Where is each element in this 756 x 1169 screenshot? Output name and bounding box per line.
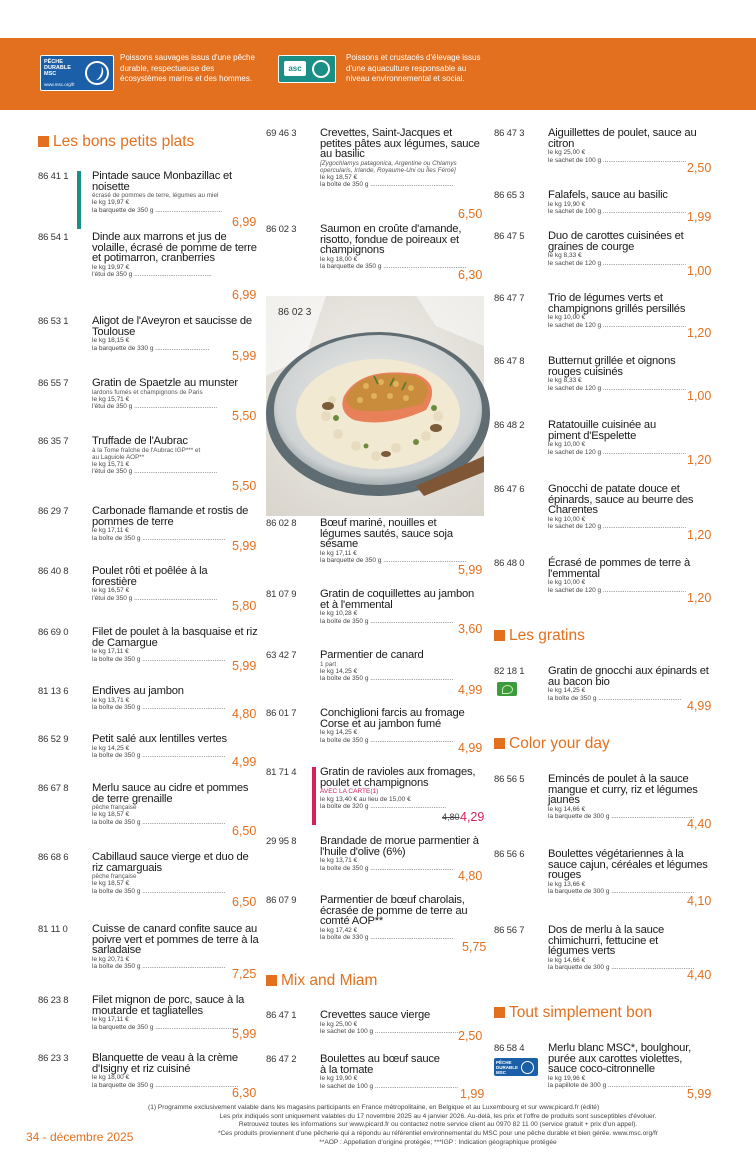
product-price: 1,20 bbox=[687, 528, 712, 542]
product-price: 5,99 bbox=[232, 349, 257, 363]
product-price: 4,40 bbox=[687, 968, 712, 982]
product-name: Brandade de morue parmentier à l'huile d'olive (6%) bbox=[320, 835, 479, 858]
product-name: Dinde aux marrons et jus de volaille, écrasé de pomme de terre et potimarron, cranberries bbox=[92, 231, 257, 264]
product-code: 86 47 2 bbox=[266, 1054, 297, 1065]
fish-icon bbox=[85, 61, 109, 85]
price-per-kg: le kg 20,71 € bbox=[92, 955, 130, 963]
price-per-kg: le kg 17,11 € bbox=[92, 648, 129, 655]
product-photo bbox=[266, 296, 484, 516]
section-title-text: Tout simplement bon bbox=[509, 1004, 653, 1021]
product-price: 2,50 bbox=[687, 161, 712, 175]
product-price: 5,99 bbox=[232, 659, 257, 673]
product-unit: la boîte de 350 g .............................................. bbox=[92, 963, 226, 970]
product-name: Falafels, sauce au basilic bbox=[548, 189, 668, 201]
product-description: écrasé de pommes de terre, légumes au miel bbox=[92, 192, 219, 199]
msc-label-text: PÊCHE DURABLE MSC bbox=[496, 1060, 518, 1075]
price-per-kg: le kg 14,25 € bbox=[548, 687, 586, 694]
product-unit: la barquette de 350 g .............................................. bbox=[320, 557, 467, 564]
product-name: Parmentier de canard bbox=[320, 649, 424, 661]
product-name: Aligot de l'Aveyron et saucisse de Toulouse bbox=[92, 315, 252, 338]
product-name: Cabillaud sauce vierge et duo de riz camarguais bbox=[92, 851, 249, 874]
product-unit: la barquette de 300 g .............................................. bbox=[548, 813, 695, 820]
section-square-icon bbox=[38, 136, 49, 147]
product-name: Pintade sauce Monbazillac et noisette bbox=[92, 170, 232, 193]
msc-logo-url: www.msc.org/fr bbox=[44, 82, 75, 87]
product-price: 4,29 bbox=[460, 810, 485, 824]
organic-leaf-icon bbox=[497, 682, 517, 696]
product-code: 86 56 6 bbox=[494, 849, 525, 860]
product-code: 86 67 8 bbox=[38, 783, 69, 794]
msc-color-bar bbox=[77, 171, 81, 229]
product-name: Emincés de poulet à la sauce mangue et curry, riz et légumes jaunes bbox=[548, 773, 698, 806]
product-unit: le sachet de 100 g .............................................. bbox=[320, 1082, 459, 1090]
product-price: 5,99 bbox=[687, 1087, 712, 1101]
price-per-kg: le kg 19,90 € bbox=[548, 200, 586, 208]
product-unit: la boîte de 350 g .............................................. bbox=[92, 818, 226, 826]
product-name: Bœuf mariné, nouilles et légumes sautés, sauce soja sésame bbox=[320, 517, 453, 550]
product-price: 4,80 bbox=[232, 707, 257, 721]
product-price: 5,50 bbox=[232, 409, 257, 423]
price-per-kg: le kg 19,97 € bbox=[92, 199, 130, 207]
price-per-kg: le kg 10,00 € bbox=[548, 515, 586, 523]
product-price: 1,20 bbox=[687, 453, 712, 467]
product-code: 81 11 0 bbox=[38, 924, 68, 935]
product-unit: le sachet de 120 g .............................................. bbox=[548, 384, 687, 392]
product-price: 6,50 bbox=[232, 824, 257, 838]
product-name: Filet mignon de porc, sauce à la moutarde et tagliatelles bbox=[92, 994, 245, 1017]
product-name: Gnocchi de patate douce et épinards, sauce au beurre des Charentes bbox=[548, 483, 694, 516]
price-per-kg: le kg 18,15 € bbox=[92, 337, 130, 344]
product-code: 86 29 7 bbox=[38, 506, 69, 517]
price-per-kg: le kg 18,57 € bbox=[92, 811, 130, 819]
product-price: 6,50 bbox=[458, 207, 483, 221]
section-square-icon bbox=[266, 975, 277, 986]
product-unit: la boîte de 350 g .............................................. bbox=[92, 534, 226, 542]
product-code: 86 56 7 bbox=[494, 925, 525, 936]
product-unit: la boîte de 350 g .............................................. bbox=[548, 694, 682, 702]
product-price: 4,99 bbox=[232, 755, 257, 769]
product-unit: la boîte de 320 g .......................................... bbox=[320, 803, 447, 810]
product-code: 29 95 8 bbox=[266, 836, 297, 847]
product-name: Truffade de l'Aubrac bbox=[92, 435, 188, 447]
product-price: 1,20 bbox=[687, 326, 712, 340]
product-unit: la boîte de 350 g .............................................. bbox=[320, 617, 454, 625]
price-per-kg: le kg 18,00 € bbox=[320, 255, 358, 263]
price-per-kg: le kg 8,33 € bbox=[548, 377, 582, 384]
product-price: 5,99 bbox=[232, 539, 257, 553]
product-price: 4,10 bbox=[687, 894, 712, 908]
product-code: 86 47 3 bbox=[494, 128, 525, 139]
section-title-gratins bbox=[494, 627, 585, 645]
price-per-kg: le kg 25,00 € bbox=[320, 1020, 358, 1028]
product-name: Merlu sauce au cidre et pommes de terre grenaille bbox=[92, 782, 249, 805]
product-unit: le sachet de 120 g .............................................. bbox=[548, 586, 687, 594]
product-code: 86 68 6 bbox=[38, 852, 69, 863]
product-price: 5,50 bbox=[232, 479, 257, 493]
product-code: 81 07 9 bbox=[266, 589, 297, 600]
old-price: 4,80 bbox=[442, 812, 460, 822]
product-name: Carbonade flamande et rostis de pommes de terre bbox=[92, 505, 249, 528]
product-description: à la Tome fraîche de l'Aubrac IGP*** et au Laguiole AOP** bbox=[92, 446, 201, 461]
price-per-kg: le kg 17,11 € bbox=[92, 1016, 129, 1023]
price-per-kg: le kg 14,25 € bbox=[320, 729, 358, 736]
product-unit: la barquette de 350 g ..................................... bbox=[92, 206, 223, 214]
product-unit: la barquette de 300 g .............................................. bbox=[548, 888, 695, 895]
promo-color-bar bbox=[312, 767, 316, 825]
section-square-icon bbox=[494, 1007, 505, 1018]
product-description: pêche française bbox=[92, 873, 137, 880]
section-title-bons-petits-plats bbox=[38, 133, 194, 151]
product-unit: le sachet de 100 g .............................................. bbox=[320, 1028, 459, 1035]
fish-icon bbox=[312, 60, 330, 78]
price-per-kg: le kg 15,71 € bbox=[92, 460, 130, 468]
price-per-kg: le kg 17,11 € bbox=[92, 527, 129, 534]
footer-line: *Ces produits proviennent d'une pêcherie qui a répondu au référentiel environnemental du MSC pour une pêche durable et bien gérée. www.msc.org/fr bbox=[217, 1130, 658, 1138]
product-name: Gratin de gnocchi aux épinards et au bacon bio bbox=[548, 665, 709, 688]
product-price: 2,50 bbox=[458, 1029, 483, 1043]
product-name: Dos de merlu à la sauce chimichurri, fettucine et légumes verts bbox=[548, 924, 665, 957]
product-code: 86 47 8 bbox=[494, 356, 525, 367]
product-name: Gratin de ravioles aux fromages, poulet et champignons bbox=[320, 766, 476, 789]
product-unit: la boîte de 350 g .............................................. bbox=[320, 864, 454, 872]
price-per-kg: le kg 17,42 € bbox=[320, 926, 358, 934]
product-price: 7,25 bbox=[232, 967, 257, 981]
product-name: Gratin de coquillettes au jambon et à l'emmental bbox=[320, 588, 475, 611]
product-unit: la boîte de 350 g .............................................. bbox=[92, 752, 226, 759]
footer-line: **AOP : Appellation d'origine protégée; ***IGP : Indication géographique protégée bbox=[319, 1138, 557, 1146]
footer-line: (1) Programme exclusivement valable dans les magasins participants en France métropolitaine, en Belgique et au Luxembourg et sur www.picard.fr (édité) bbox=[148, 1104, 600, 1111]
product-price: 1,99 bbox=[460, 1087, 485, 1101]
price-per-kg: le kg 14,66 € bbox=[548, 805, 586, 813]
product-price: 4,80 bbox=[458, 869, 483, 883]
product-price: 5,80 bbox=[232, 599, 257, 613]
product-code: 86 01 7 bbox=[266, 708, 297, 719]
product-unit: la boîte de 330 g .............................................. bbox=[320, 934, 454, 941]
asc-description: Poissons et crustacés d'élevage issus d'une aquaculture responsable au niveau environnemental et social. bbox=[346, 53, 481, 83]
product-name: Cuisse de canard confite sauce au poivre vert et pommes de terre à la sarladaise bbox=[92, 923, 259, 956]
product-price: 1,99 bbox=[687, 210, 712, 224]
product-name: Trio de légumes verts et champignons grillés persillés bbox=[548, 292, 686, 315]
product-name: Écrasé de pommes de terre à l'emmental bbox=[548, 557, 690, 580]
asc-logo-text: asc bbox=[284, 61, 306, 76]
product-price: 3,60 bbox=[458, 622, 483, 636]
page-number: 34 - décembre 2025 bbox=[26, 1130, 134, 1144]
price-per-kg: le kg 8,33 € bbox=[548, 252, 582, 259]
price-per-kg: le kg 14,66 € bbox=[548, 956, 586, 964]
product-price: 6,30 bbox=[458, 268, 483, 282]
product-description: lardons fumés et champignons de Paris bbox=[92, 388, 203, 396]
product-price: 6,50 bbox=[232, 895, 257, 909]
salmon-dish-illustration bbox=[266, 296, 484, 516]
product-unit: le sachet de 100 g .............................................. bbox=[548, 208, 687, 215]
product-price: 4,40 bbox=[687, 817, 712, 831]
product-name: Butternut grillée et oignons rouges cuisinés bbox=[548, 355, 676, 378]
product-unit: la papillote de 300 g .............................................. bbox=[548, 1082, 692, 1089]
product-code: 86 47 6 bbox=[494, 484, 525, 495]
product-description: 1 part bbox=[320, 660, 337, 668]
section-square-icon bbox=[494, 738, 505, 749]
section-title-text: Mix and Miam bbox=[281, 972, 378, 989]
price-per-kg: le kg 18,57 € bbox=[92, 880, 130, 888]
price-per-kg: le kg 17,11 € bbox=[320, 549, 357, 557]
product-code: 81 71 4 bbox=[266, 767, 297, 778]
product-code: 86 02 3 bbox=[266, 224, 297, 235]
product-code: 86 54 1 bbox=[38, 232, 69, 243]
product-name: Parmentier de bœuf charolais, écrasée de pomme de terre au comté AOP** bbox=[320, 894, 468, 927]
price-per-kg: le kg 19,90 € bbox=[320, 1075, 358, 1082]
product-code: 86 48 0 bbox=[494, 558, 525, 569]
product-code: 86 58 4 bbox=[494, 1043, 525, 1054]
section-title-text: Color your day bbox=[509, 735, 610, 752]
product-price: 1,20 bbox=[687, 591, 712, 605]
product-name: Blanquette de veau à la crème d'Isigny et riz cuisiné bbox=[92, 1052, 238, 1075]
price-per-kg: le kg 14,25 € bbox=[92, 744, 130, 752]
price-per-kg: le kg 13,40 € au lieu de 15,00 € bbox=[320, 795, 411, 803]
product-code: 86 07 9 bbox=[266, 895, 297, 906]
product-price: 1,00 bbox=[687, 264, 712, 278]
price-per-kg: le kg 19,97 € bbox=[92, 263, 130, 271]
product-unit: la boîte de 350 g .............................................. bbox=[320, 736, 454, 744]
product-code: 86 23 8 bbox=[38, 995, 69, 1006]
product-price: 1,00 bbox=[687, 389, 712, 403]
footer-line: Les prix indiqués sont uniquement valables du 17 novembre 2025 au 4 janvier 2026. Au-delà, les prix et l'offre de produits sont susceptibles d'évoluer. bbox=[219, 1112, 657, 1120]
product-name: Ratatouille cuisinée au piment d'Espelette bbox=[548, 419, 656, 442]
msc-label-icon bbox=[494, 1058, 538, 1076]
price-per-kg: le kg 13,71 € bbox=[92, 696, 130, 704]
product-unit: la boîte de 350 g .............................................. bbox=[320, 675, 454, 683]
product-code: 86 52 9 bbox=[38, 734, 69, 745]
price-per-kg: le kg 18,57 € bbox=[320, 173, 358, 181]
product-unit: l'étui de 350 g .............................................. bbox=[92, 468, 218, 476]
product-unit: la boîte de 350 g .............................................. bbox=[320, 181, 454, 189]
product-price: 4,99 bbox=[458, 741, 483, 755]
product-name: Aiguillettes de poulet, sauce au citron bbox=[548, 127, 697, 150]
product-code: 86 48 2 bbox=[494, 420, 525, 431]
product-code: 86 02 8 bbox=[266, 518, 297, 529]
product-name: Duo de carottes cuisinées et graines de courge bbox=[548, 230, 684, 253]
product-name: Crevettes sauce vierge bbox=[320, 1009, 431, 1021]
product-code: 63 42 7 bbox=[266, 650, 297, 661]
product-price: 5,99 bbox=[458, 563, 483, 577]
promo-card-tag: AVEC LA CARTE(1) bbox=[320, 788, 379, 795]
product-unit: le sachet de 120 g .............................................. bbox=[548, 523, 687, 530]
product-code: 69 46 3 bbox=[266, 128, 297, 139]
price-per-kg: le kg 13,71 € bbox=[320, 857, 358, 864]
product-code: 86 56 5 bbox=[494, 774, 525, 785]
product-code: 86 35 7 bbox=[38, 436, 69, 447]
product-name: Boulettes végétariennes à la sauce cajun, céréales et légumes rouges bbox=[548, 848, 708, 881]
product-unit: la boîte de 350 g .............................................. bbox=[92, 887, 226, 895]
section-title-text: Les bons petits plats bbox=[53, 133, 195, 150]
photo-code: 86 02 3 bbox=[278, 307, 312, 318]
product-unit: la barquette de 350 g .............................................. bbox=[320, 263, 467, 270]
product-unit: la barquette de 330 g .............................. bbox=[92, 344, 210, 352]
price-per-kg: le kg 16,57 € bbox=[92, 587, 130, 594]
price-per-kg: le kg 14,25 € bbox=[320, 667, 358, 675]
product-unit: le sachet de 120 g .............................................. bbox=[548, 448, 687, 456]
price-per-kg: le kg 18,00 € bbox=[92, 1074, 130, 1081]
price-per-kg: le kg 10,00 € bbox=[548, 314, 586, 321]
product-code: 81 13 6 bbox=[38, 686, 69, 697]
product-code: 82 18 1 bbox=[494, 666, 525, 677]
product-unit: le sachet de 120 g .............................................. bbox=[548, 321, 687, 329]
product-unit: le sachet de 100 g .............................................. bbox=[548, 156, 687, 164]
product-unit: la barquette de 350 g .............................................. bbox=[92, 1081, 239, 1089]
price-per-kg: le kg 10,00 € bbox=[548, 441, 586, 448]
msc-logo bbox=[40, 55, 114, 91]
product-unit: le sachet de 120 g .............................................. bbox=[548, 259, 687, 267]
product-code: 86 55 7 bbox=[38, 378, 69, 389]
price-per-kg: le kg 15,71 € bbox=[92, 395, 130, 403]
product-name: Boulettes au bœuf sauce à la tomate bbox=[320, 1053, 440, 1076]
product-code: 86 40 8 bbox=[38, 566, 69, 577]
product-name: Merlu blanc MSC*, boulghour, purée aux carottes violettes, sauce coco-citronnelle bbox=[548, 1042, 692, 1075]
product-code: 86 41 1 bbox=[38, 171, 69, 182]
product-code: 86 23 3 bbox=[38, 1053, 69, 1064]
msc-logo-text: PÊCHE DURABLE MSC bbox=[44, 59, 71, 78]
product-name: Petit salé aux lentilles vertes bbox=[92, 733, 227, 745]
product-unit: la barquette de 300 g .............................................. bbox=[548, 964, 695, 971]
product-name: Endives au jambon bbox=[92, 685, 184, 697]
product-unit: l'étui de 350 g .............................................. bbox=[92, 594, 218, 602]
section-title-color-your-day bbox=[494, 735, 610, 753]
product-price: 4,99 bbox=[687, 699, 712, 713]
product-price: 6,99 bbox=[232, 288, 257, 302]
section-title-text: Les gratins bbox=[509, 627, 585, 644]
product-description: [Zygochlamys patagonica, Argentine ou Chlamys opercularis, Irlande, Royaume-Uni ou Îles Féroé] bbox=[320, 159, 457, 174]
product-name: Gratin de Spaetzle au munster bbox=[92, 377, 238, 389]
price-per-kg: le kg 10,28 € bbox=[320, 610, 358, 617]
product-price: 5,75 bbox=[462, 940, 487, 954]
msc-description: Poissons sauvages issus d'une pêche durable, respectueuse des écosystèmes marins et des hommes. bbox=[120, 53, 255, 83]
product-price: 5,99 bbox=[232, 1027, 257, 1041]
product-unit: la barquette de 350 g .............................................. bbox=[92, 1023, 239, 1031]
section-square-icon bbox=[494, 630, 505, 641]
product-code: 86 47 1 bbox=[266, 1010, 297, 1021]
product-name: Conchiglioni farcis au fromage Corse et au jambon fumé bbox=[320, 707, 465, 730]
product-name: Filet de poulet à la basquaise et riz de Camargue bbox=[92, 626, 258, 649]
product-code: 86 47 7 bbox=[494, 293, 525, 304]
product-code: 86 47 5 bbox=[494, 231, 525, 242]
price-per-kg: le kg 25,00 € bbox=[548, 149, 586, 156]
product-unit: la boîte de 350 g .............................................. bbox=[92, 704, 226, 711]
product-code: 86 65 3 bbox=[494, 190, 525, 201]
product-price: 6,99 bbox=[232, 215, 257, 229]
price-per-kg: le kg 19,96 € bbox=[548, 1074, 586, 1082]
product-name: Crevettes, Saint-Jacques et petites pâtes aux légumes, sauce au basilic bbox=[320, 127, 480, 160]
product-unit: la boîte de 350 g .............................................. bbox=[92, 655, 226, 663]
product-price: 4,99 bbox=[458, 683, 483, 697]
footer-line: Retrouvez toutes les informations sur www.picard.fr ou contactez notre service client au 0970 82 11 00 (service gratuit + prix d'un appel). bbox=[238, 1121, 638, 1129]
price-per-kg: le kg 10,00 € bbox=[548, 579, 586, 586]
section-title-tout-simplement-bon bbox=[494, 1004, 652, 1022]
section-title-mix-and-miam bbox=[266, 972, 377, 990]
product-code: 86 69 0 bbox=[38, 627, 69, 638]
product-name: Saumon en croûte d'amande, risotto, fondue de poireaux et champignons bbox=[320, 223, 462, 256]
product-unit: l'étui de 350 g .............................................. bbox=[92, 403, 218, 411]
asc-logo bbox=[278, 55, 336, 83]
product-code: 86 53 1 bbox=[38, 316, 69, 327]
product-description: pêche française bbox=[92, 804, 137, 811]
product-name: Poulet rôti et poêlée à la forestière bbox=[92, 565, 208, 588]
price-per-kg: le kg 13,66 € bbox=[548, 880, 586, 888]
product-price: 6,30 bbox=[232, 1086, 257, 1100]
product-unit: l'étui de 350 g ........................................... bbox=[92, 271, 212, 278]
